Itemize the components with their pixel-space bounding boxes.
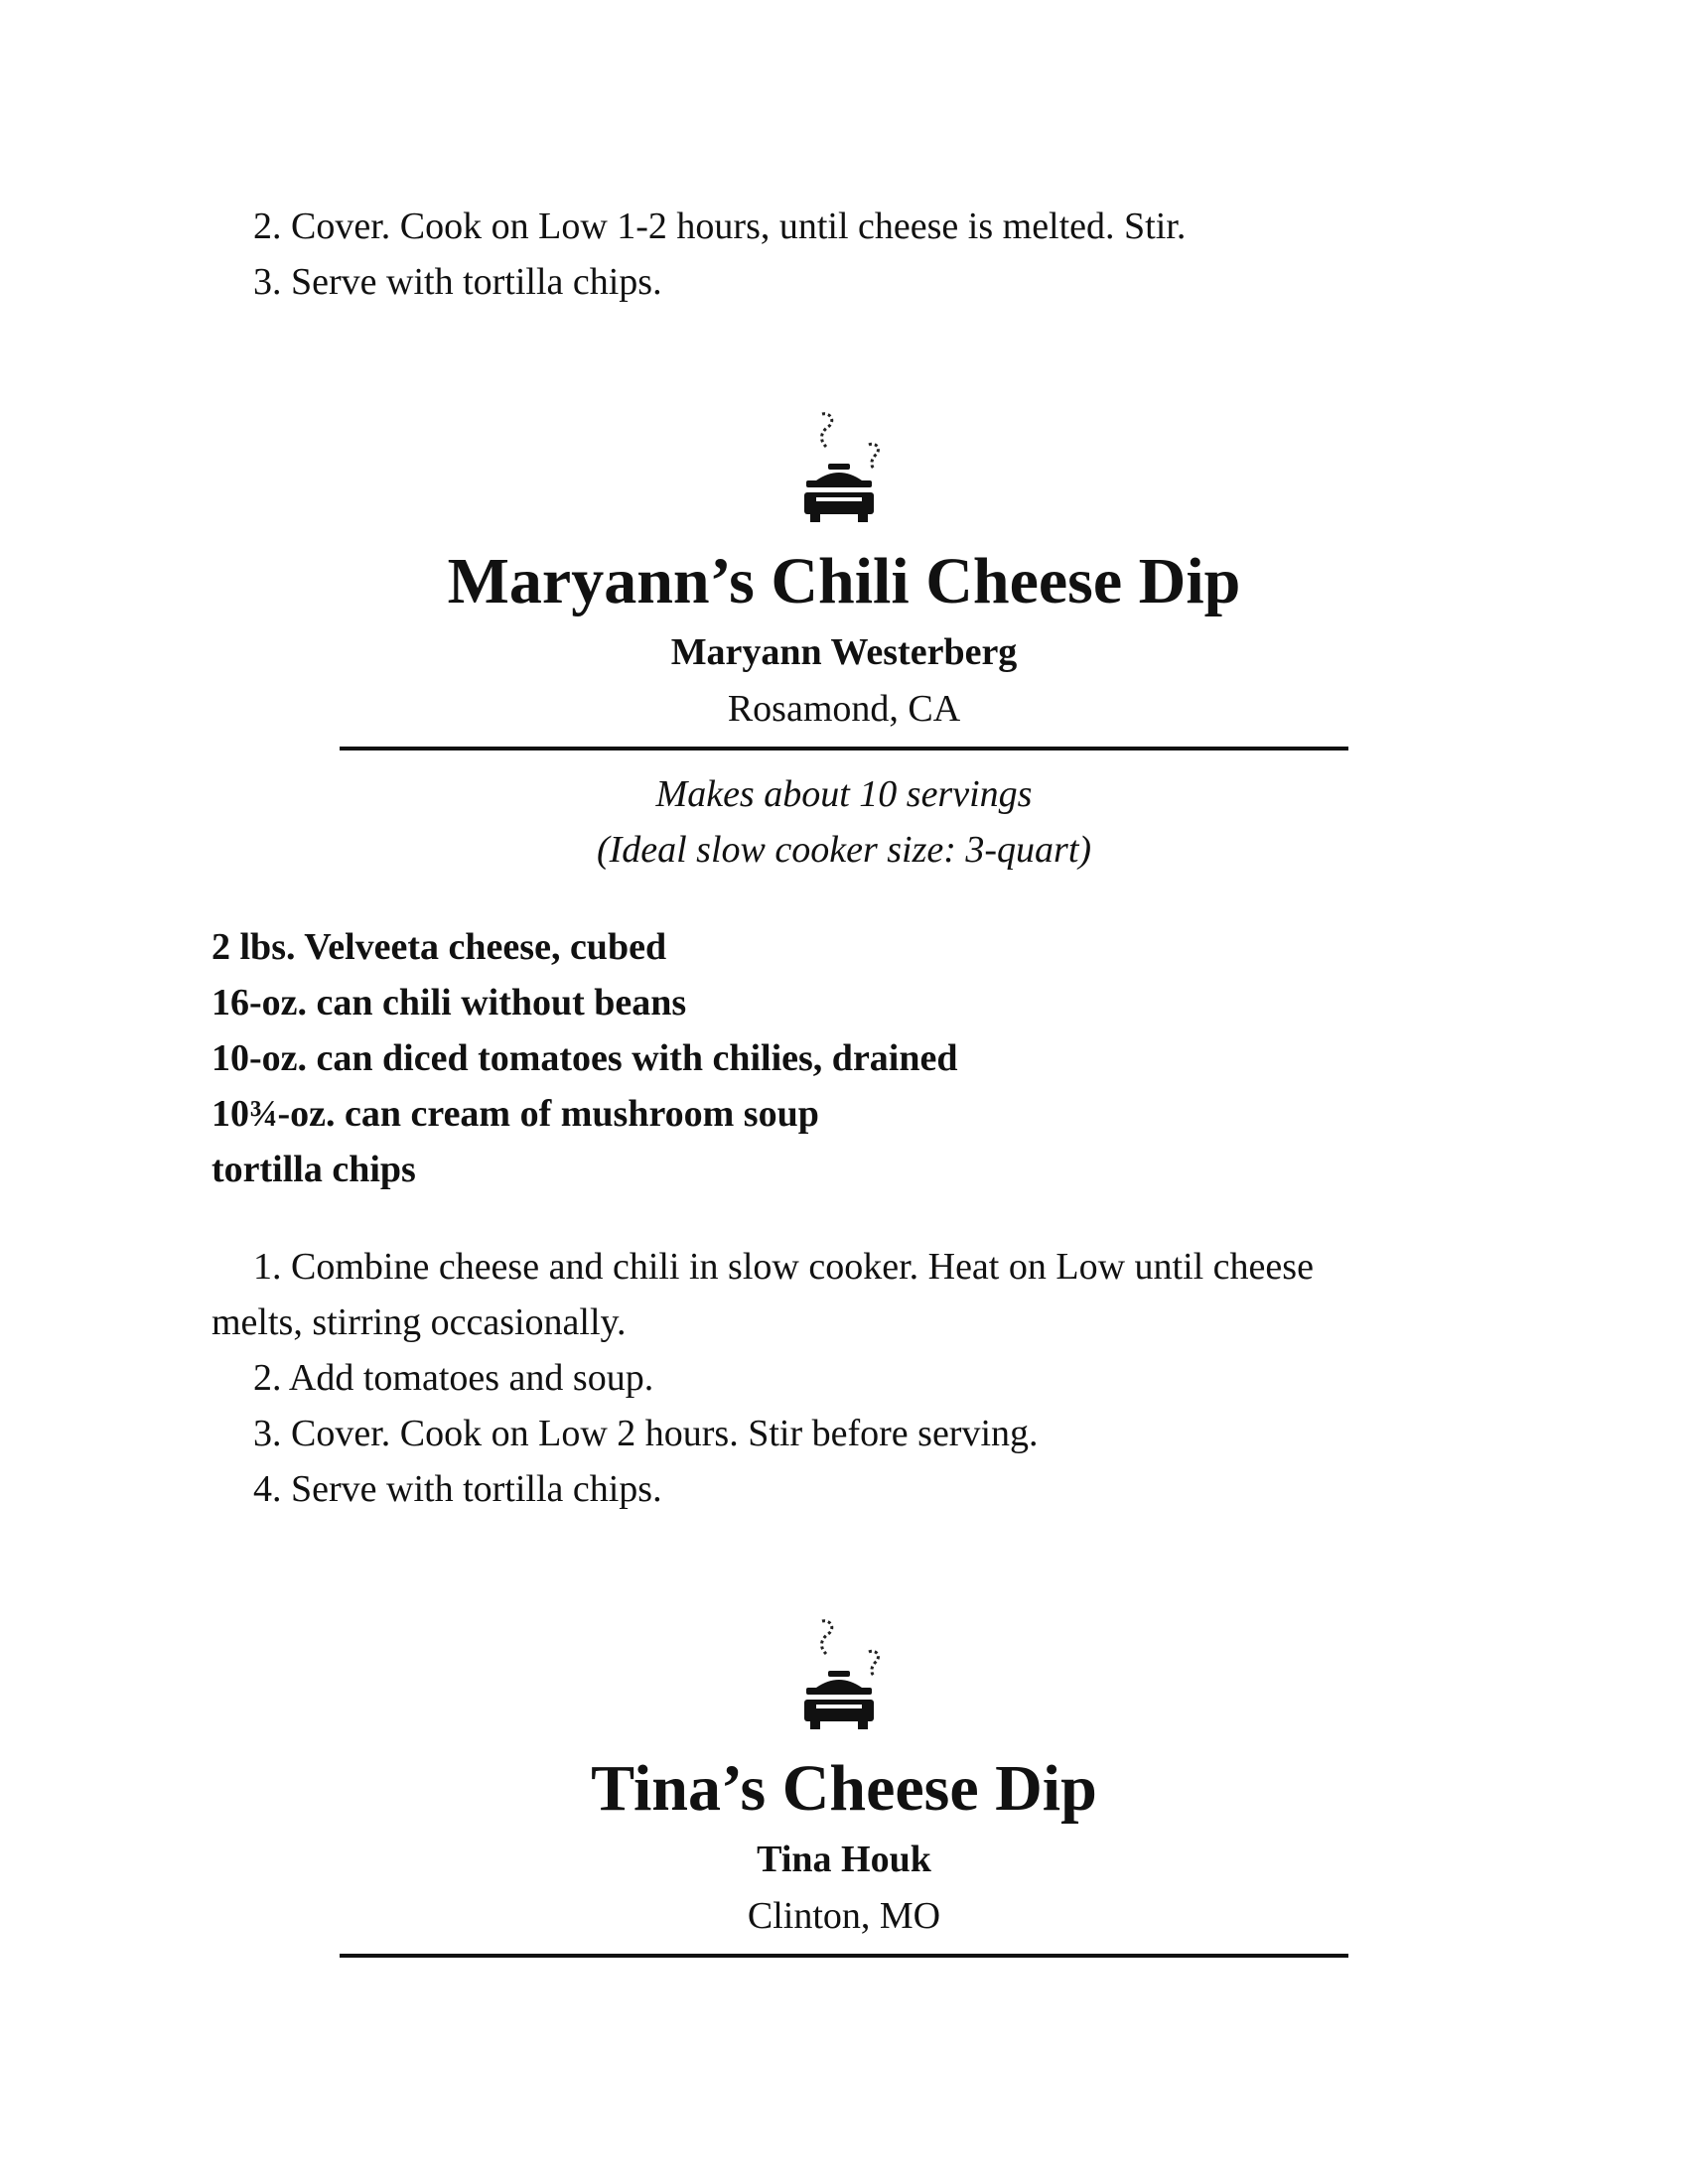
ingredient-item: 16-oz. can chili without beans (211, 982, 687, 1024)
title-divider (340, 1954, 1348, 1958)
instruction-step-continuation: melts, stirring occasionally. (211, 1301, 627, 1343)
recipe-title: Tina’s Cheese Dip (591, 1752, 1097, 1825)
title-divider (340, 747, 1348, 751)
instruction-step: 2. Add tomatoes and soup. (253, 1357, 654, 1399)
ingredient-item: 2 lbs. Velveeta cheese, cubed (211, 926, 667, 968)
recipe-author: Tina Houk (757, 1839, 931, 1880)
slow-cooker-icon (794, 409, 894, 528)
recipe-title: Maryann’s Chili Cheese Dip (447, 545, 1241, 617)
slow-cooker-icon (794, 1616, 894, 1735)
recipe-location: Clinton, MO (747, 1895, 941, 1937)
recipe-yield: Makes about 10 servings (655, 773, 1033, 815)
ingredient-item: 10¾-oz. can cream of mushroom soup (211, 1093, 819, 1135)
prev-step-3: 3. Serve with tortilla chips. (253, 261, 662, 303)
recipe-location: Rosamond, CA (727, 688, 961, 730)
ingredient-item: 10-oz. can diced tomatoes with chilies, drained (211, 1037, 958, 1079)
instruction-step: 4. Serve with tortilla chips. (253, 1468, 662, 1510)
recipe-author: Maryann Westerberg (670, 631, 1018, 673)
instruction-step: 1. Combine cheese and chili in slow cooker. Heat on Low until cheese (253, 1246, 1314, 1288)
ingredient-item: tortilla chips (211, 1149, 416, 1190)
prev-step-2: 2. Cover. Cook on Low 1-2 hours, until cheese is melted. Stir. (253, 205, 1187, 247)
recipe-cooker-size: (Ideal slow cooker size: 3-quart) (596, 829, 1092, 871)
instruction-step: 3. Cover. Cook on Low 2 hours. Stir before serving. (253, 1413, 1039, 1454)
